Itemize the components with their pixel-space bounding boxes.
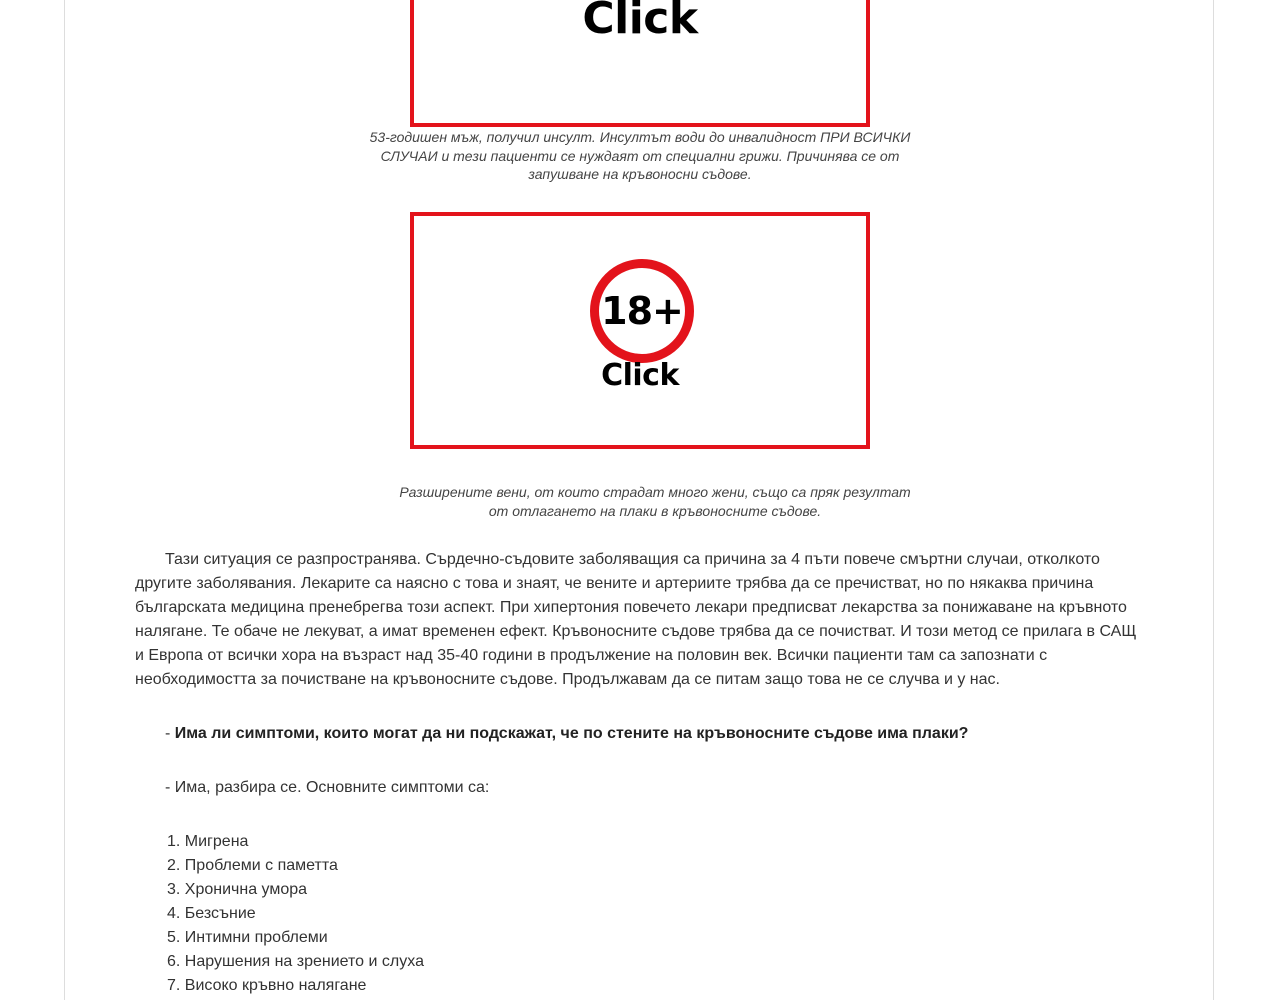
age-restriction-icon [590,259,694,363]
question-dash: - [165,725,175,742]
ad-click-label: Click [582,0,698,44]
list-item: 5. Интимни проблеми [167,929,328,946]
image-caption-varicose: Разширените вени, от които страдат много жени, също са пряк резултат от отлагането на плаки в кръвоносните съдове. [399,484,911,519]
question-text: Има ли симптоми, които могат да ни подскажат, че по стените на кръвоносните съдове има плаки? [174,725,969,742]
list-item: 4. Безсъние [167,905,256,922]
age-restriction-label: 18+ [601,289,683,333]
list-item: 2. Проблеми с паметта [167,857,338,874]
article-paragraph: Тази ситуация се разпространява. Сърдечно-съдовите заболяващия са причина за 4 пъти повече смъртни случаи, отколкото другите заболявания. Лекарите са наясно с това и знаят, че вените и артериите трябва да се пречистват, но по някаква причина българската медицина пренебрегва този аспект. При хипертония повечето лекари предписват лекарства за понижаване на кръвното налягане. Те обаче не лекуват, а имат временен ефект. Кръвоносните съдове трябва да се почистват. И този метод се прилага в САЩ и Европа от всички хора на възраст над 35-40 години в продължение на половин век. Всички пациенти там са запознати с необходимостта за почистване на кръвоносните съдове. Продължавам да се питам защо това не се случва и у нас. [135,551,1137,688]
click-ad-banner-top[interactable] [410,0,870,127]
interview-answer: - Има, разбира се. Основните симптоми са: [165,779,490,796]
symptom-list [167,830,424,998]
list-item: 1. Мигрена [167,833,249,850]
ad-click-label: Click [601,358,679,393]
interview-question [165,722,968,746]
image-caption-stroke: 53-годишен мъж, получил инсулт. Инсултът води до инвалидност ПРИ ВСИЧКИ СЛУЧАИ и тези пациенти се нуждаят от специални грижи. Причинява се от запушване на кръвоносни съдове. [369,129,911,182]
list-item: 3. Хронична умора [167,881,308,898]
click-ad-banner-18plus[interactable] [410,212,870,449]
list-item: 6. Нарушения на зрението и слуха [167,953,424,970]
list-item: 7. Високо кръвно налягане [167,977,367,994]
